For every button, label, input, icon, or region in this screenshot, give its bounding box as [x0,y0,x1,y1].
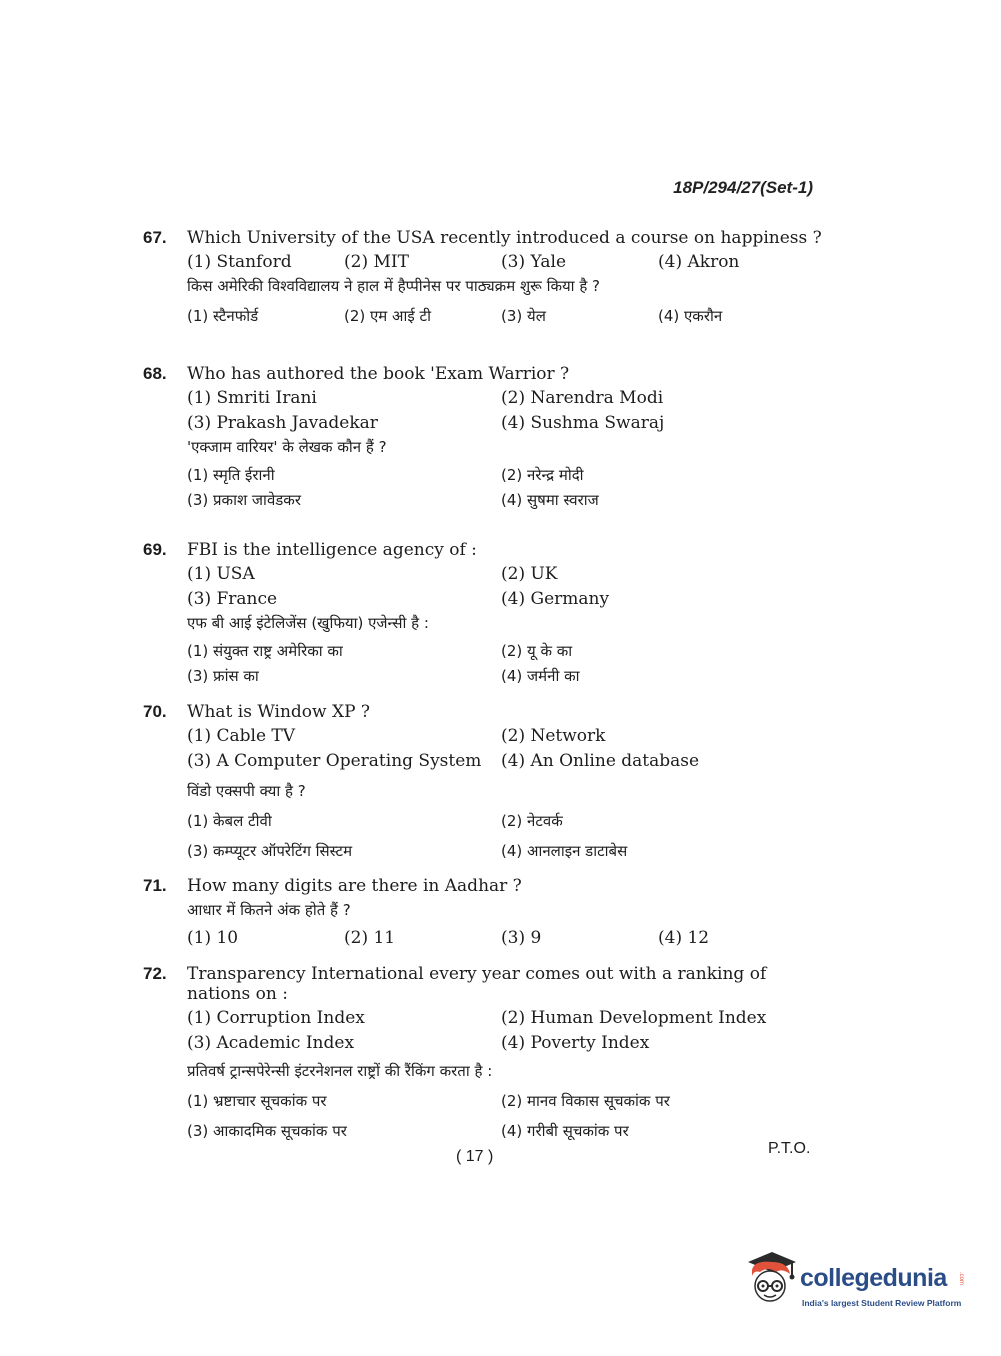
options [187,928,823,948]
option-2: (2) UK [501,564,558,584]
option-1: (1) Cable TV [187,726,296,746]
option-3: (3) प्रकाश जावेडकर [187,491,301,509]
question-70 [143,702,823,861]
logo-tagline: India's largest Student Review Platform [802,1298,962,1308]
question-69 [143,540,823,686]
question-number: 71. [143,876,167,895]
page-number: ( 17 ) [456,1148,494,1165]
option-1: (1) Corruption Index [187,1008,365,1028]
question-number: 69. [143,540,167,559]
collegedunia-logo[interactable] [742,1248,972,1320]
option-1: (1) स्टैनफोर्ड [187,307,259,325]
option-4: (4) सुषमा स्वराज [501,491,599,509]
question-text-hi: प्रतिवर्ष ट्रान्सपेरेन्सी इंटरनेशनल राष्ट्रों की रैंकिंग करता है : [187,1062,493,1080]
option-3: (3) कम्प्यूटर ऑपरेटिंग सिस्टम [187,842,353,860]
question-text-en: What is Window XP ? [187,702,371,722]
question-72 [143,964,823,1141]
option-2: (2) मानव विकास सूचकांक पर [501,1092,670,1110]
option-4: (4) An Online database [501,751,700,771]
option-1: (1) भ्रष्टाचार सूचकांक पर [187,1092,327,1110]
option-3: (3) फ्रांस का [187,667,259,685]
question-text-hi: विंडो एक्सपी क्या है ? [187,782,306,800]
option-2: (2) नरेन्द्र मोदी [501,466,584,484]
question-text-en: FBI is the intelligence agency of : [187,540,477,560]
options-hi [187,306,823,326]
option-4: (4) Akron [658,252,740,272]
question-text-hi: किस अमेरिकी विश्वविद्यालय ने हाल में हैप्पीनेस पर पाठ्यक्रम शुरू किया है ? [187,277,601,295]
option-4: (4) 12 [658,928,710,948]
question-text-en: Who has authored the book 'Exam Warrior ? [187,364,570,384]
question-68 [143,364,823,510]
question-text-en: Which University of the USA recently introduced a course on happiness ? [187,228,822,248]
question-text-hi: एफ बी आई इंटेलिजेंस (खुफिया) एजेन्सी है : [187,614,429,632]
option-1: (1) USA [187,564,255,584]
option-4: (4) Germany [501,589,610,609]
option-3: (3) Yale [501,252,567,272]
options-hi [187,465,823,510]
pto-label: P.T.O. [768,1140,811,1157]
option-2: (2) Human Development Index [501,1008,767,1028]
option-4: (4) जर्मनी का [501,667,580,685]
option-2: (2) एम आई टी [344,307,431,325]
options-en [187,1008,823,1053]
option-2: (2) Network [501,726,606,746]
option-1: (1) संयुक्त राष्ट्र अमेरिका का [187,642,343,660]
option-3: (3) येल [501,307,546,325]
option-3: (3) 9 [501,928,542,948]
options-en [187,252,823,272]
option-1: (1) Stanford [187,252,292,272]
options-en [187,388,823,433]
option-4: (4) Poverty Index [501,1033,650,1053]
options-hi [187,1091,823,1141]
question-text-hi: 'एक्जाम वारियर' के लेखक कौन हैं ? [187,438,387,456]
option-2: (2) Narendra Modi [501,388,664,408]
question-number: 67. [143,228,167,247]
options-hi [187,811,823,861]
option-1: (1) स्मृति ईरानी [187,466,275,484]
question-71 [143,876,823,948]
question-number: 70. [143,702,167,721]
question-67 [143,228,823,326]
option-2: (2) 11 [344,928,396,948]
mascot-icon [742,1248,798,1312]
options-en [187,564,823,609]
question-number: 68. [143,364,167,383]
option-3: (3) A Computer Operating System [187,751,482,771]
question-text-hi: आधार में कितने अंक होते हैं ? [187,901,351,919]
option-1: (1) केबल टीवी [187,812,272,830]
option-1: (1) 10 [187,928,239,948]
option-2: (2) नेटवर्क [501,812,563,830]
question-text-en: How many digits are there in Aadhar ? [187,876,522,896]
option-1: (1) Smriti Irani [187,388,317,408]
logo-name: collegedunia [800,1264,947,1292]
option-4: (4) एकरौन [658,307,723,325]
option-3: (3) Academic Index [187,1033,355,1053]
logo-suffix: .com [958,1272,964,1286]
option-3: (3) आकादमिक सूचकांक पर [187,1122,347,1140]
option-2: (2) MIT [344,252,409,272]
option-4: (4) Sushma Swaraj [501,413,665,433]
question-number: 72. [143,964,167,983]
question-text-en: Transparency International every year comes out with a ranking of nations on : [187,964,767,1004]
options-en [187,726,823,771]
options-hi [187,641,823,686]
option-2: (2) यू के का [501,642,573,660]
option-3: (3) Prakash Javadekar [187,413,378,433]
option-4: (4) आनलाइन डाटाबेस [501,842,628,860]
option-4: (4) गरीबी सूचकांक पर [501,1122,629,1140]
option-3: (3) France [187,589,278,609]
paper-code: 18P/294/27(Set-1) [673,178,813,197]
